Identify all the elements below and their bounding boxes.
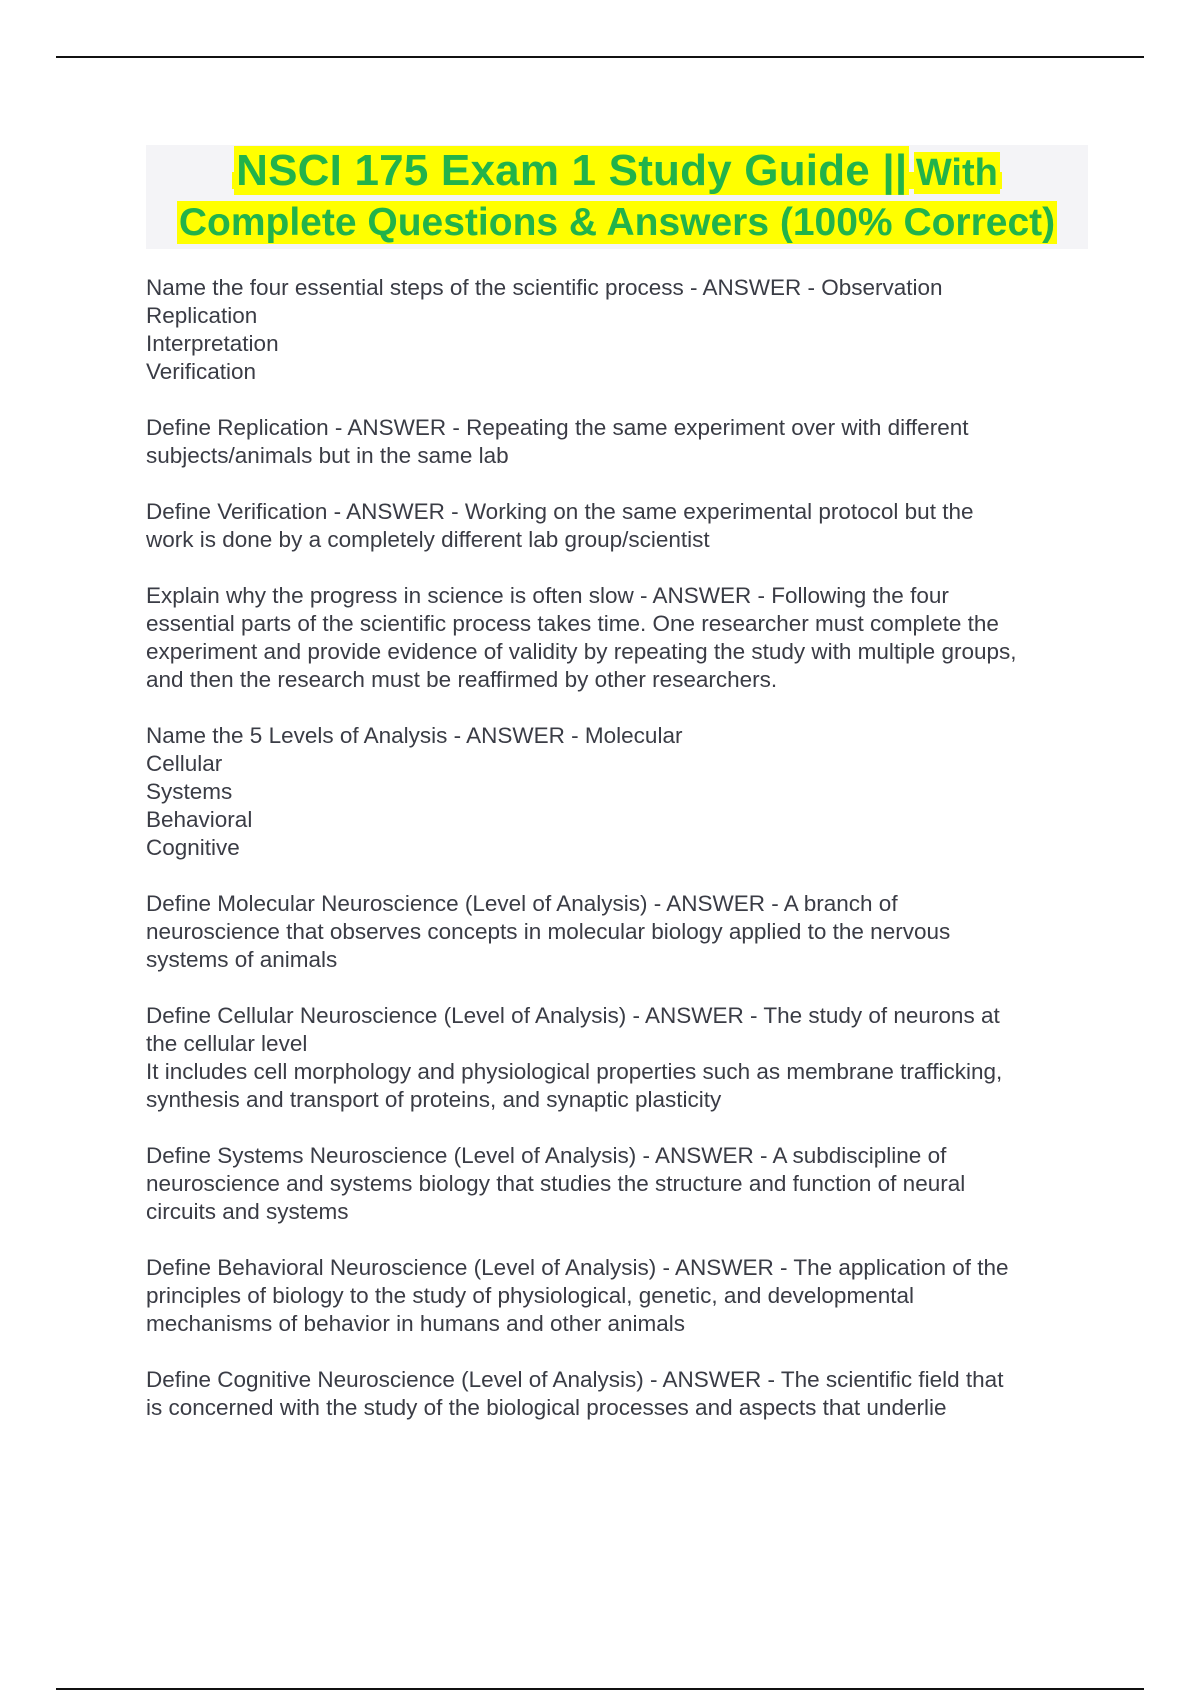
qa-content [146,274,1086,1450]
qa-line: work is done by a completely different lab group/scientist [146,527,710,552]
qa-line: Systems [146,779,233,804]
qa-line: Define Systems Neuroscience (Level of Analysis) - ANSWER - A subdiscipline of [146,1143,947,1168]
qa-line: It includes cell morphology and physiological properties such as membrane trafficking, [146,1059,1003,1084]
qa-item [146,498,1086,554]
title-highlight-1 [232,146,1002,195]
qa-line: Define Verification - ANSWER - Working on the same experimental protocol but the [146,499,974,524]
qa-line: Define Behavioral Neuroscience (Level of Analysis) - ANSWER - The application of the [146,1255,1009,1280]
qa-item [146,890,1086,974]
qa-line: the cellular level [146,1031,308,1056]
qa-line: circuits and systems [146,1199,349,1224]
qa-line: Cognitive [146,835,240,860]
document-title [146,145,1088,249]
qa-item [146,1142,1086,1226]
title-main: NSCI 175 Exam 1 Study Guide || [236,146,908,195]
qa-item [146,1254,1086,1338]
qa-item [146,274,1086,386]
qa-line: subjects/animals but in the same lab [146,443,509,468]
qa-line: Explain why the progress in science is often slow - ANSWER - Following the four [146,583,949,608]
qa-line: Cellular [146,751,223,776]
qa-item [146,1366,1086,1422]
qa-line: Define Cellular Neuroscience (Level of Analysis) - ANSWER - The study of neurons at [146,1003,1000,1028]
title-subtitle: Complete Questions & Answers (100% Correct) [178,201,1056,244]
qa-line: Behavioral [146,807,253,832]
qa-item [146,1002,1086,1114]
qa-line: is concerned with the study of the biological processes and aspects that underlie [146,1395,947,1420]
qa-line: Define Replication - ANSWER - Repeating the same experiment over with different [146,415,969,440]
qa-line: neuroscience and systems biology that studies the structure and function of neural [146,1171,966,1196]
qa-line: systems of animals [146,947,338,972]
qa-line: neuroscience that observes concepts in molecular biology applied to the nervous [146,919,951,944]
qa-line: Replication [146,303,258,328]
qa-item [146,722,1086,862]
qa-line: Define Cognitive Neuroscience (Level of Analysis) - ANSWER - The scientific field that [146,1367,1004,1392]
title-line-1 [146,145,1088,197]
qa-item [146,414,1086,470]
page-bottom-rule [56,1688,1144,1690]
qa-line: Interpretation [146,331,279,356]
qa-line: Name the four essential steps of the scientific process - ANSWER - Observation [146,275,943,300]
qa-line: principles of biology to the study of physiological, genetic, and developmental [146,1283,914,1308]
qa-item [146,582,1086,694]
page-top-rule [56,56,1144,58]
qa-line: and then the research must be reaffirmed by other researchers. [146,667,778,692]
qa-line: synthesis and transport of proteins, and synaptic plasticity [146,1087,722,1112]
qa-line: mechanisms of behavior in humans and other animals [146,1311,686,1336]
qa-line: experiment and provide evidence of validity by repeating the study with multiple groups, [146,639,1017,664]
title-line-2 [146,197,1088,249]
qa-line: Define Molecular Neuroscience (Level of Analysis) - ANSWER - A branch of [146,891,898,916]
qa-line: essential parts of the scientific process takes time. One researcher must complete the [146,611,999,636]
qa-line: Name the 5 Levels of Analysis - ANSWER - Molecular [146,723,683,748]
title-with: With [915,152,998,194]
qa-line: Verification [146,359,257,384]
